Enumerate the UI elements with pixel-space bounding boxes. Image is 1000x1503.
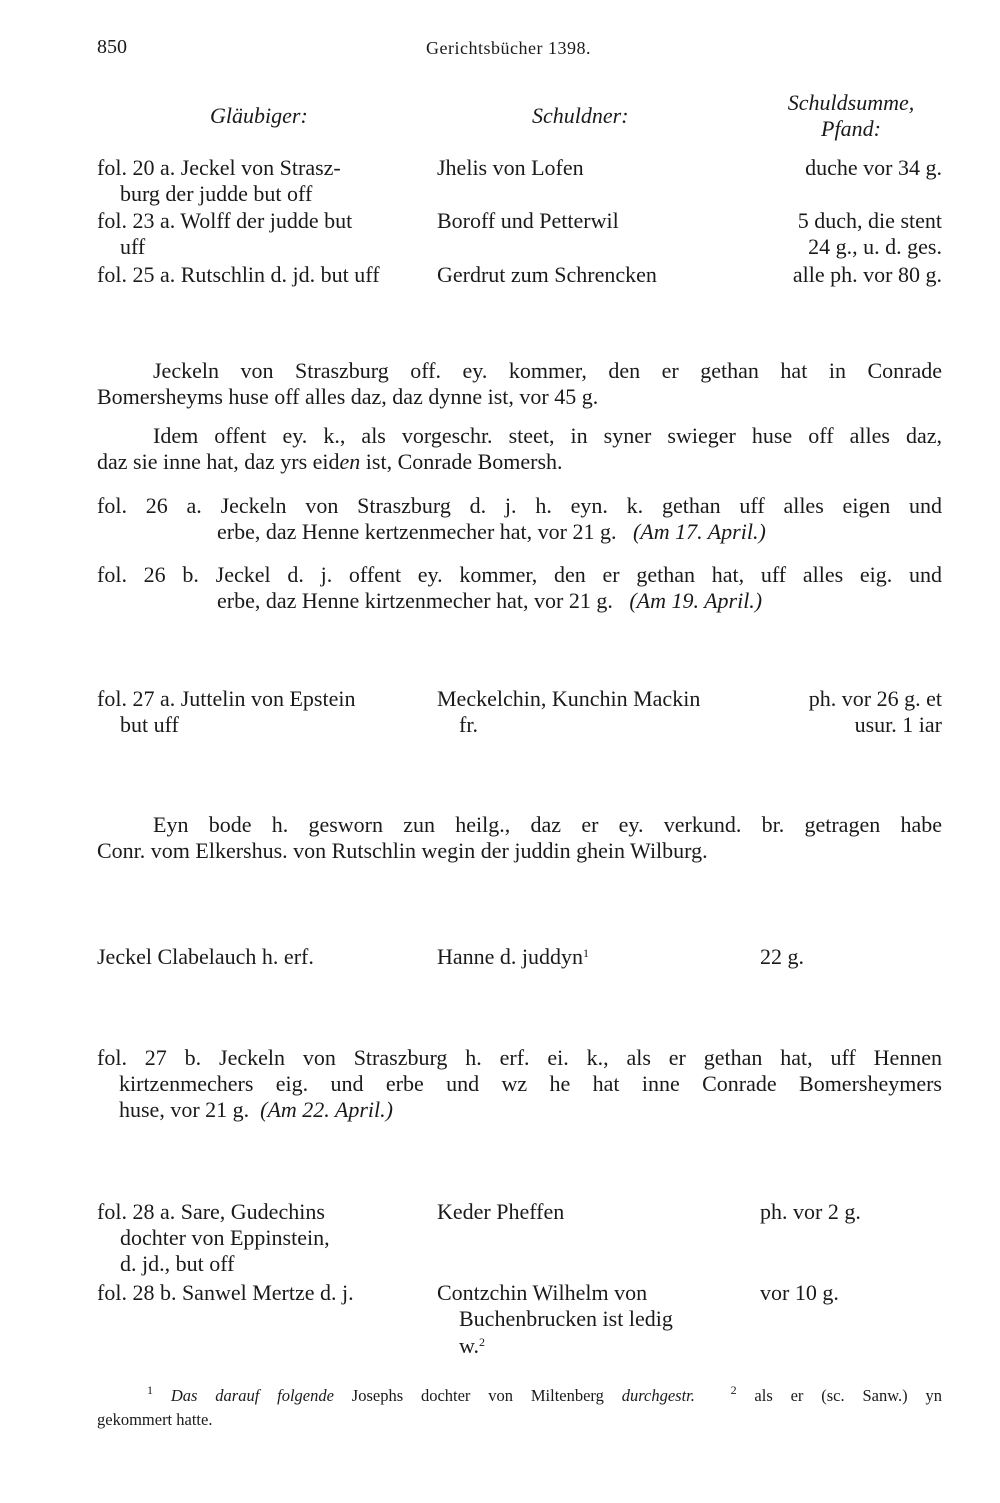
paragraph-fol-26a [97,493,942,545]
entry-creditor: Jeckel Clabelauch h. erf. [97,944,314,969]
date-note: (Am 19. April.) [629,588,763,613]
paragraph-line: kirtzenmechers eig. und erbe und wz he hat inne Conrade Bomersheymers [119,1071,942,1096]
running-title: Gerichtsbücher 1398. [426,38,591,58]
entry-sum: ph. vor 26 g. et [808,686,942,711]
column-heading-sum-line2: Pfand: [821,116,881,141]
footnote-text: Josephs dochter von Miltenberg [333,1386,622,1405]
entry-creditor: fol. 27 a. Juttelin von Epstein [97,686,356,711]
footnote-text: als er (sc. Sanw.) yn [736,1386,943,1405]
paragraph-fol-27b [97,1045,942,1123]
entry-debtor-cont: Buchenbrucken ist ledig [459,1306,673,1331]
entry-sum-cont: usur. 1 iar [854,712,942,737]
footnote-italic: Das darauf folgende [170,1386,334,1405]
paragraph-line: Eyn bode h. gesworn zun heilg., daz er ey. verkund. br. getragen habe [153,812,942,837]
entry-debtor: Meckelchin, Kunchin Mackin [437,686,701,711]
footnote-line [97,1384,942,1408]
column-heading-sum-line1: Schuldsumme, [787,90,915,115]
text: w. [459,1333,479,1358]
entry-creditor: fol. 28 a. Sare, Gudechins [97,1199,325,1224]
entry-creditor-cont: dochter von Eppinstein, [120,1225,330,1250]
paragraph-fol-26b [97,562,942,614]
paragraph-line [97,1097,942,1123]
entry-debtor-cont: fr. [459,712,478,737]
text: ist, Conrade Bomersh. [360,449,563,474]
column-heading-creditor: Gläubiger: [210,103,308,128]
paragraph-line: Jeckeln von Straszburg off. ey. kommer, den er gethan hat in Conrade [153,358,942,383]
entry-sum: duche vor 34 g. [805,155,942,180]
paragraph-line: fol. 26 a. Jeckeln von Straszburg d. j. h. eyn. k. gethan uff alles eigen und [97,493,942,518]
text: erbe, daz Henne kertzenmecher hat, vor 21 g. [217,519,617,544]
entry-debtor [437,944,589,970]
text: Hanne d. juddyn [437,944,584,969]
paragraph-line: Conr. vom Elkershus. von Rutschlin wegin der juddin ghein Wilburg. [97,838,708,863]
entry-creditor: fol. 28 b. Sanwel Mertze d. j. [97,1280,354,1305]
text: erbe, daz Henne kirtzenmecher hat, vor 21 g. [217,588,613,613]
paragraph-eyn-bode [97,812,942,864]
footnote-ref: 2 [478,1335,485,1349]
paragraph-line: Idem offent ey. k., als vorgeschr. steet, in syner swieger huse off alles daz, [153,423,942,448]
paragraph-line: fol. 26 b. Jeckel d. j. offent ey. kommer, den er gethan hat, uff alles eig. und [97,562,942,587]
entry-sum-cont: 24 g., u. d. ges. [808,234,942,259]
footnotes [97,1384,942,1432]
entry-debtor: Keder Pheffen [437,1199,565,1224]
entry-sum: 22 g. [760,944,804,969]
paragraph-line [97,519,942,545]
entry-sum: ph. vor 2 g. [760,1199,861,1224]
entry-sum: vor 10 g. [760,1280,839,1305]
page-number: 850 [97,36,127,58]
column-heading-sum [760,90,942,142]
paragraph-line: Bomersheyms huse off alles daz, daz dynne ist, vor 45 g. [97,384,599,409]
paragraph-idem-offent [97,423,942,475]
footnote-italic: durchgestr. [621,1386,695,1405]
entry-debtor: Jhelis von Lofen [437,155,584,180]
entry-creditor: fol. 20 a. Jeckel von Strasz- [97,155,341,180]
italic-text: en [339,449,361,474]
date-note: (Am 17. April.) [632,519,766,544]
entry-creditor-cont: uff [120,234,146,259]
entry-sum: alle ph. vor 80 g. [792,262,942,287]
paragraph-jeckeln-kommer [97,358,942,410]
entry-debtor: Gerdrut zum Schrencken [437,262,657,287]
entry-debtor: Contzchin Wilhelm von [437,1280,648,1305]
entry-debtor: Boroff und Petterwil [437,208,619,233]
entry-debtor-cont [459,1333,485,1359]
entry-creditor: fol. 25 a. Rutschlin d. jd. but uff [97,262,380,287]
text: daz sie inne hat, daz yrs eid [97,449,340,474]
text: huse, vor 21 g. [119,1097,250,1122]
paragraph-line: fol. 27 b. Jeckeln von Straszburg h. erf. ei. k., als er gethan hat, uff Hennen [97,1045,942,1070]
date-note: (Am 22. April.) [260,1097,393,1122]
entry-creditor-cont: burg der judde but off [120,181,313,206]
footnote-line: gekommert hatte. [97,1410,213,1429]
footnote-number: 1 [147,1383,153,1397]
entry-creditor-cont: but uff [120,712,179,737]
entry-sum: 5 duch, die stent [797,208,942,233]
footnote-number: 2 [730,1383,737,1397]
paragraph-line [97,588,942,614]
entry-creditor-cont: d. jd., but off [120,1251,235,1276]
footnote-ref: 1 [583,946,590,960]
column-heading-debtor: Schuldner: [532,103,629,128]
paragraph-line [97,449,942,475]
entry-creditor: fol. 23 a. Wolff der judde but [97,208,353,233]
